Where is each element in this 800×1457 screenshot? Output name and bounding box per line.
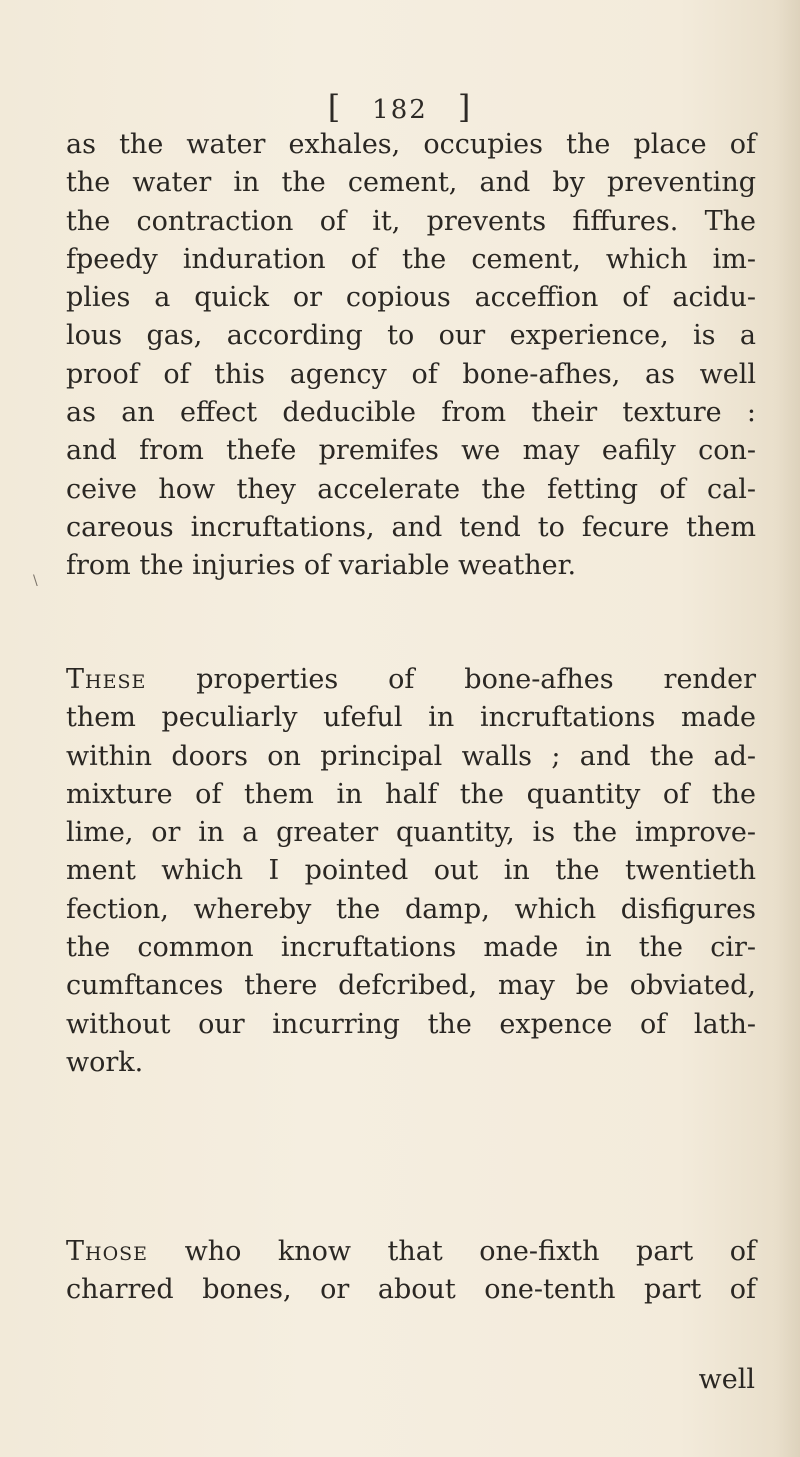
text-line: fpeedy induration of the cement, which im- [66,243,756,275]
text-line-rest: properties of bone-afhes render [146,664,756,695]
text-line: ceive how they accelerate the fetting of cal- [66,473,756,505]
text-line: the contraction of it, prevents fiffures. The [66,205,756,237]
text-line: as the water exhales, occupies the place of [66,129,756,160]
text-line: work. [66,1046,144,1078]
text-line: cumftances there defcribed, may be obviated, [66,970,756,1002]
paragraph-3 [66,1233,756,1310]
text-line: plies a quick or copious acceffion of acidu- [66,282,756,314]
margin-mark: \ [33,573,38,589]
text-line: the common incruftations made in the cir- [66,932,756,964]
text-line: lime, or in a greater quantity, is the improve- [66,817,756,849]
text-line: mixture of them in half the quantity of the [66,778,756,810]
header-left-bracket: [ [327,88,343,126]
paragraph-2 [66,661,756,1082]
small-caps-lead: These [66,664,147,695]
text-line: the water in the cement, and by preventing [66,167,756,199]
text-line: them peculiarly ufeful in incruftations made [66,702,756,734]
text-line: fection, whereby the damp, which disfigures [66,893,756,925]
text-line: within doors on principal walls ; and the ad- [66,740,756,772]
text-line-rest: who know that one-fixth part of [148,1236,756,1267]
page-number: 182 [372,95,428,125]
text-line: ment which I pointed out in the twentieth [66,855,756,887]
text-line: and from thefe premifes we may eafily con- [66,435,756,467]
catchword: well [698,1364,755,1395]
text-line: careous incruftations, and tend to fecure them [66,511,756,543]
small-caps-lead: Those [66,1236,149,1267]
text-line: as an effect deducible from their texture : [66,397,756,429]
header-right-bracket: ] [457,88,473,126]
page-header [0,88,800,126]
text-line: without our incurring the expence of lath- [66,1008,756,1040]
text-line: charred bones, or about one-tenth part of [66,1274,756,1306]
text-line: proof of this agency of bone-afhes, as well [66,358,756,390]
text-line-lead [66,661,756,699]
text-line: from the injuries of variable weather. [66,550,577,582]
text-line-lead [66,1233,756,1271]
text-line: lous gas, according to our experience, is a [66,320,756,352]
paragraph-1 [66,126,756,586]
